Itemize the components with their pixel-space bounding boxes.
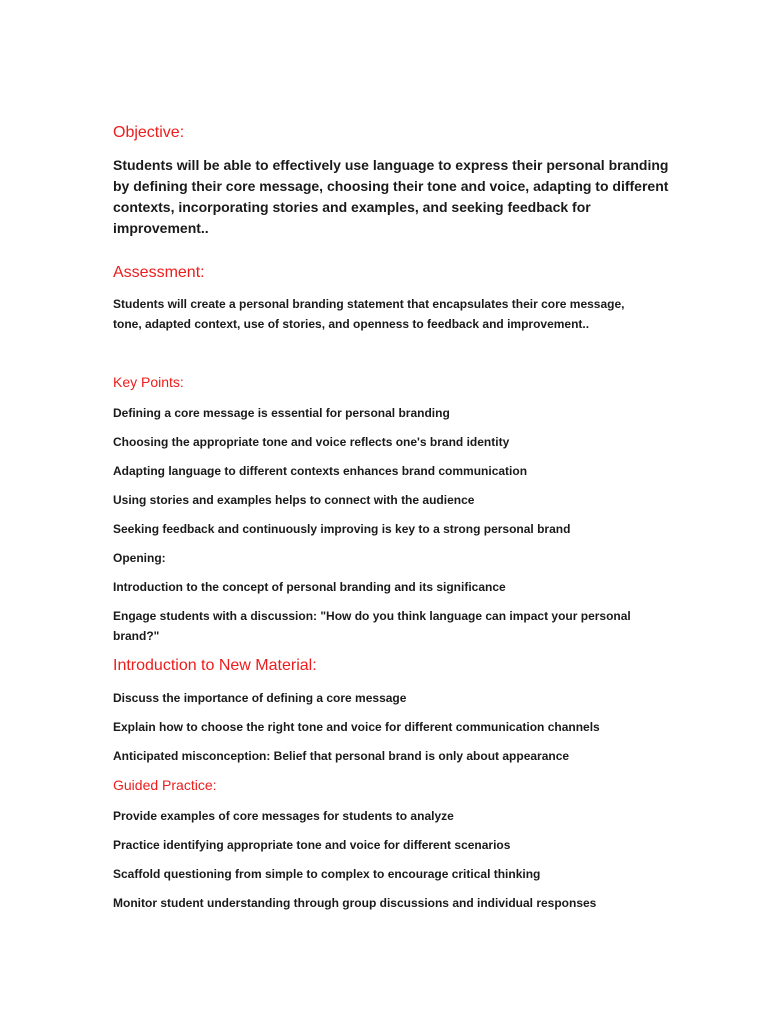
key-point-item: Using stories and examples helps to connect with the audience (113, 493, 475, 507)
assessment-text: Students will create a personal branding statement that encapsulates their core message, tone, adapted context, use of stories, and openness to feedback and improvement.. (113, 297, 625, 331)
new-material-heading: Introduction to New Material: (113, 657, 317, 674)
key-point-item: Adapting language to different contexts enhances brand communication (113, 464, 528, 478)
new-material-item: Discuss the importance of defining a core message (113, 691, 407, 705)
guided-practice-item: Practice identifying appropriate tone and voice for different scenarios (113, 838, 511, 852)
key-point-item: Engage students with a discussion: "How do you think language can impact your personal brand?" (113, 609, 631, 643)
key-points-heading: Key Points: (113, 374, 184, 390)
guided-practice-item: Scaffold questioning from simple to complex to encourage critical thinking (113, 867, 541, 881)
assessment-heading: Assessment: (113, 264, 205, 281)
key-point-item: Introduction to the concept of personal branding and its significance (113, 580, 506, 594)
guided-practice-item: Monitor student understanding through group discussions and individual responses (113, 896, 597, 910)
guided-practice-item: Provide examples of core messages for students to analyze (113, 809, 454, 823)
opening-label: Opening: (113, 551, 166, 565)
new-material-item: Anticipated misconception: Belief that personal brand is only about appearance (113, 749, 570, 763)
guided-practice-heading: Guided Practice: (113, 777, 217, 793)
new-material-item: Explain how to choose the right tone and voice for different communication channels (113, 720, 600, 734)
objective-heading: Objective: (113, 124, 185, 141)
key-point-item: Choosing the appropriate tone and voice reflects one's brand identity (113, 435, 510, 449)
objective-text: Students will be able to effectively use language to express their personal branding by defining their core message, choosing their tone and voice, adapting to different contexts, incorporating stories and examples, and seeking feedback for improvement.. (113, 157, 669, 236)
key-point-item: Seeking feedback and continuously improving is key to a strong personal brand (113, 522, 571, 536)
key-point-item: Defining a core message is essential for personal branding (113, 406, 450, 420)
